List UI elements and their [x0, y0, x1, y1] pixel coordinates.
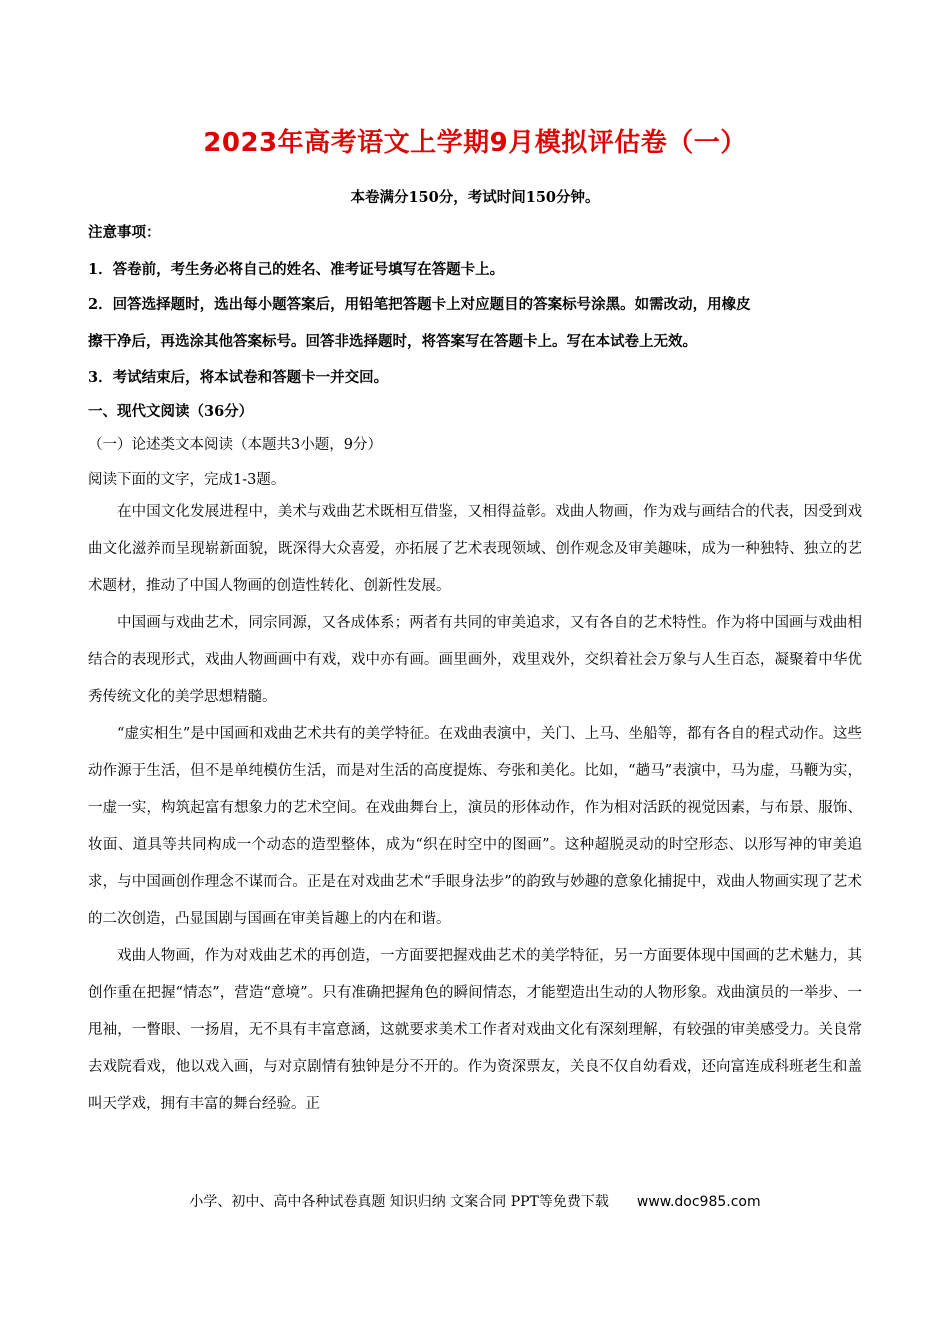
reading-passage [88, 494, 862, 1123]
footer-text: 小学、初中、高中各种试卷真题 知识归纳 文案合同 PPT等免费下载 [189, 1194, 609, 1210]
passage-paragraph-2: 中国画与戏曲艺术，同宗同源，又各成体系；两者有共同的审美追求，又有各自的艺术特性。作为将中国画与戏曲相结合的表现形式，戏曲人物画画中有戏，戏中亦有画。画里画外，戏里戏外，交织着社会万象与人生百态，凝聚着中华优秀传统文化的美学思想精髓。 [88, 615, 862, 705]
passage-paragraph-3: “虚实相生”是中国画和戏曲艺术共有的美学特征。在戏曲表演中，关门、上马、坐船等，都有各自的程式动作。这些动作源于生活，但不是单纯模仿生活，而是对生活的高度提炼、夸张和美化。比如，“趟马”表演中，马为虚，马鞭为实，一虚一实，构筑起富有想象力的艺术空间。在戏曲舞台上，演员的形体动作，作为相对活跃的视觉因素，与布景、服饰、妆面、道具等共同构成一个动态的造型整体，成为“织在时空中的图画”。这种超脱灵动的时空形态、以形写神的审美追求，与中国画创作理念不谋而合。正是在对戏曲艺术“手眼身法步”的韵致与妙趣的意象化捕捉中，戏曲人物画实现了艺术的二次创造，凸显国剧与国画在审美旨趣上的内在和谐。 [88, 726, 862, 927]
footer-site-link[interactable]: www.doc985.com [636, 1194, 761, 1210]
passage-paragraph-1: 在中国文化发展进程中，美术与戏曲艺术既相互借鉴，又相得益彰。戏曲人物画，作为戏与画结合的代表，因受到戏曲文化滋养而呈现崭新面貌，既深得大众喜爱，亦拓展了艺术表现领域、创作观念及审美趣味，成为一种独特、独立的艺术题材，推动了中国人物画的创造性转化、创新性发展。 [88, 504, 862, 594]
notes-item-2-line-2: 擦干净后，再选涂其他答案标号。回答非选择题时，将答案写在答题卡上。写在本试卷上无效。 [88, 333, 697, 350]
page-footer [0, 1191, 950, 1211]
exam-title: 2023年高考语文上学期9月模拟评估卷（一） [203, 128, 747, 158]
notes-item-1: 1．答卷前，考生务必将自己的姓名、准考证号填写在答题卡上。 [88, 261, 505, 278]
section-heading: 一、现代文阅读（36分） [88, 403, 254, 420]
notes-item-3: 3．考试结束后，将本试卷和答题卡一并交回。 [88, 369, 389, 386]
exam-subtitle: 本卷满分150分，考试时间150分钟。 [350, 189, 600, 206]
notes-heading: 注意事项： [88, 224, 161, 241]
passage-paragraph-4: 戏曲人物画，作为对戏曲艺术的再创造，一方面要把握戏曲艺术的美学特征，另一方面要体现中国画的艺术魅力，其创作重在把握“情态”，营造“意境”。只有准确把握角色的瞬间情态，才能塑造出生动的人物形象。戏曲演员的一举步、一甩袖，一瞥眼、一扬眉，无不具有丰富意涵，这就要求美术工作者对戏曲文化有深刻理解，有较强的审美感受力。关良常去戏院看戏，他以戏入画，与对京剧情有独钟是分不开的。作为资深票友，关良不仅自幼看戏，还向富连成科班老生和盖叫天学戏，拥有丰富的舞台经验。正 [88, 948, 862, 1112]
section-instruction: 阅读下面的文字，完成1-3题。 [88, 472, 286, 488]
section-subheading: （一）论述类文本阅读（本题共3小题，9分） [88, 437, 382, 453]
notes-item-2-line-1: 2．回答选择题时，选出每小题答案后，用铅笔把答题卡上对应题目的答案标号涂黑。如需改动，用橡皮 [88, 296, 751, 313]
